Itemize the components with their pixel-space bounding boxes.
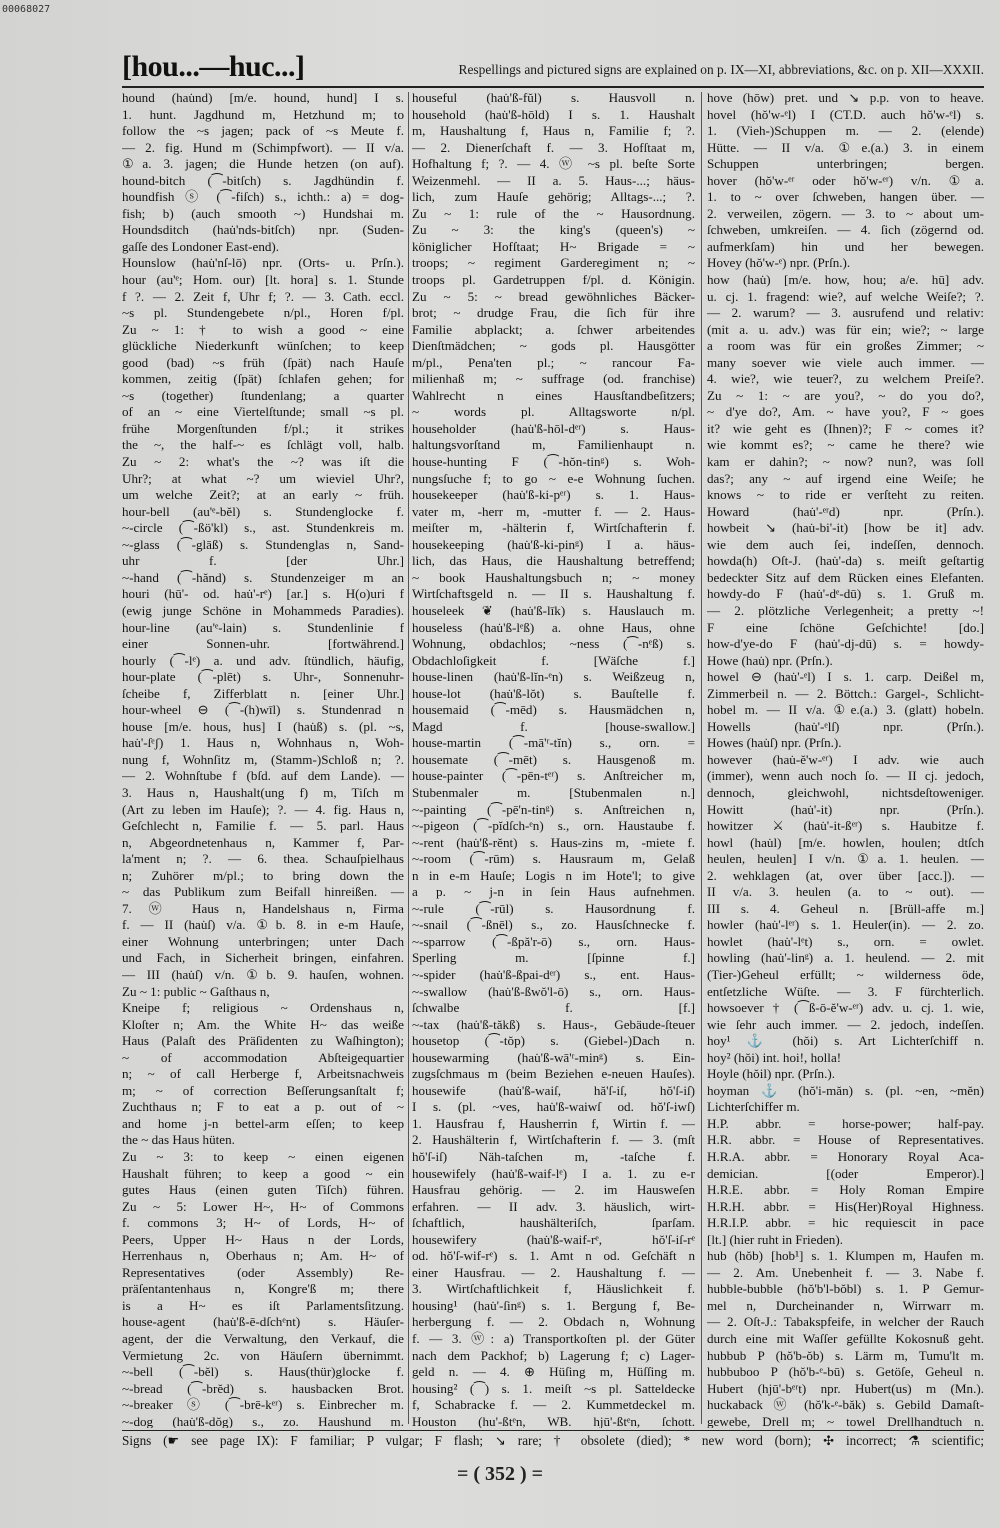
text-line: — 2. Am. Unebenheit f. — 3. Nabe f. (707, 1264, 984, 1280)
text-line: fish; b) (auch smooth ~) Hundshai m. (122, 205, 404, 221)
text-line: hubble-bubble (hŏ'b'l-bŏbl) s. 1. P Gemur- (707, 1281, 984, 1297)
text-line: Herrenhaus n, Oberhaus n; Am. H~ of (122, 1248, 404, 1264)
text-line: gutes Haus (einen guten Tiſch) führen. (122, 1182, 404, 1198)
text-line: ~-bread (⁀-brĕd) s. hausbacken Brot. (122, 1380, 404, 1396)
text-line: house-hunting F (⁀-hŏn-tinᵍ) s. Woh- (412, 454, 695, 470)
text-line: — 2. Wohnſtube f (bſd. auf dem Lande). — (122, 768, 404, 784)
text-line: hour-line (au'ᵉ-lain) s. Stundenlinie f (122, 619, 404, 635)
text-line: Schuppen unterbringen; bergen. (707, 156, 984, 172)
text-line: H.R.I.P. abbr. = hic requiescit in pace (707, 1215, 984, 1231)
text-line: Hubert (hjū'-bᵉʳt) npr. Hubert(us) m (Mn.). (707, 1380, 984, 1396)
text-line: Zu ~ 1: public ~ Gaſthaus n, (122, 983, 270, 999)
text-line: H.R.A. abbr. = Honorary Royal Aca- (707, 1149, 984, 1164)
text-line: — 2. Oſt-J.: Tabakspfeife, in welcher der Rauch (707, 1314, 984, 1330)
text-line: housing² (⁀) s. 1. meiſt ~s pl. Satteldecke (412, 1380, 695, 1396)
text-line: house-martin (⁀-mā'ʳ-tĭn) s., orn. = (412, 735, 695, 751)
text-line: houseless (hau̇'ß-lᵉß) a. ohne Haus, ohne (412, 619, 695, 635)
text-line: Hovey (hŏ'w-ᵉ) npr. (Prſn.). (707, 255, 851, 271)
text-line: Hütte. — II v/a. ①e.(a.) 3. in einem (707, 139, 984, 155)
text-line: Zu ~ 3: to keep ~ einen eigenen (122, 1149, 404, 1164)
text-line: houseful (hau̇'ß-fŭl) s. Hausvoll n. (412, 90, 695, 105)
text-line: hour-plate (⁀-plēt) s. Uhr-, Sonnenuhr- (122, 669, 404, 685)
text-line: household (hau̇'ß-hōld) I s. 1. Haushalt (412, 106, 695, 122)
text-line: howitzer ⚔ (hau̇'-it-ßᵉʳ) s. Haubitze f. (707, 818, 984, 834)
text-line: Obdachloſigkeit f. [Wäſche f.] (412, 652, 695, 668)
text-line: und Fach, in Sicherheit bringen, einfahren. (122, 950, 404, 966)
text-line: howling (hau̇'-linᵍ) a. 1. heulend. — 2. mit (707, 950, 984, 966)
text-line: königlicher Hofſtaat; H~ Brigade = ~ (412, 238, 695, 254)
text-line: n; ~ of call Herberge f, Arbeitsnachweis (122, 1066, 404, 1082)
text-line: howel ⊖ (hau̇'-ᵉl) I s. 1. carp. Deißel m, (707, 669, 984, 685)
text-line: wie ſehr auch immer. — 2. jedoch, indeſſen. (707, 1016, 984, 1032)
text-line: howdy-do F (hau̇'-dᵉ-dū) s. 1. Gruß m. (707, 586, 984, 602)
text-line: 7. ⓦ Haus n, Handelshaus n, Firma (122, 900, 404, 916)
page-number: = ( 352 ) = (456, 1463, 544, 1485)
text-line: gewebe, Drell m; ~ towel Drellhandtuch n. (707, 1413, 984, 1428)
text-line: huckaback ⓦ (hŏ'k-ᵉ-băk) s. Gebild Damaſt- (707, 1397, 984, 1413)
text-line: hourly (⁀-lᵉ) a. und adv. ſtündlich, häufig, (122, 652, 404, 668)
column-3 (707, 90, 984, 1428)
text-line: mel n, Durcheinander n, Wirrwarr m. (707, 1297, 984, 1313)
text-line: Houndsditch (hau̇'nds-bitſch) npr. (Suden- (122, 222, 404, 238)
text-line: 3. Haus n, Haushalt(ung f) m, Tiſch m (122, 784, 404, 800)
text-line: troops pl. Gardetruppen f/pl. d. Königin. (412, 272, 695, 288)
text-line: ~-snail (⁀-ßnēl) s., zo. Hausſchnecke f. (412, 917, 695, 933)
text-line: (Art zu leben im Hauſe); ?. — 4. fig. Haus n, (122, 801, 404, 817)
text-line: Houston (hu'-ßtᵉn, WB. hjū'-ßtᵉn, ſchott. (412, 1413, 695, 1428)
text-line: präſentantenhaus n, Kongre'ß m; there (122, 1281, 404, 1297)
column-divider (408, 92, 409, 1424)
text-line: hoyman ⚓ (hŏ'i-măn) s. (pl. ~en, ~mĕn) (707, 1082, 984, 1098)
text-line: ~-painting (⁀-pē'n-tinᵍ) s. Anſtreichen n, (412, 801, 695, 817)
text-line: hour-wheel ⊖ (⁀-(h)wīl) s. Stundenrad n (122, 702, 404, 718)
text-line: geld n. — 4. ⊕ Hüſing m, Hüſſing m. (412, 1364, 695, 1380)
text-line: a room was für ein großes Zimmer; ~ (707, 338, 984, 354)
text-line: ~ das Publikum zum Beifall hinreißen. — (122, 884, 404, 900)
text-line: how-d'ye-do F (hau̇'-dj-dū) s. = howdy- (707, 636, 984, 652)
text-line: houri (hū'- od. hau̇'-rᵉ) [ar.] s. H(o)uri f (122, 586, 404, 602)
text-line: house-lot (hau̇'ß-lŏt) s. Bauſtelle f. (412, 685, 695, 701)
text-line: ~-bell (⁀-bĕl) s. Haus(thür)glocke f. (122, 1364, 404, 1380)
text-line: the ~ das Haus hüten. (122, 1132, 235, 1148)
text-line: n in e-m Hauſe; Logis n im Hote'l; to give (412, 867, 695, 883)
text-line: Zu ~ 1: ~ are you?, ~ do you do?, (707, 387, 984, 403)
text-line: — 2. Dienerſchaft f. — 3. Hofſtaat m, (412, 139, 695, 155)
text-line: Howes (hau̇ſ) npr. (Prſn.). (707, 735, 842, 751)
text-line: nach dem Packhof; b) Lagerung f; c) Lager- (412, 1347, 695, 1363)
text-line: ~-sparrow (⁀-ßpă'r-ō) s., orn. Haus- (412, 933, 695, 949)
text-line: ~-breaker ⓢ (⁀-brē-kᵉʳ) s. Einbrecher m. (122, 1397, 404, 1413)
text-line: ~-swallow (hau̇'ß-ßwŏ'l-ō) s., orn. Haus- (412, 983, 695, 999)
text-line: — 2. plötzliche Verlegenheit; a pretty ~! (707, 602, 984, 618)
text-line: F eine ſchöne Geſchichte! [do.] (707, 619, 984, 635)
text-line: H.R.E. abbr. = Holy Roman Empire (707, 1182, 984, 1198)
text-line: ~s (together) ſtundenlang; a quarter (122, 387, 404, 403)
text-line: m; ~ of correction Beſſerungsanſtalt f; (122, 1082, 404, 1098)
text-line: hoy¹ ⚓ (hŏi) s. Art Lichterſchiff n. (707, 1033, 984, 1049)
text-line: howda(h) Oſt-J. (hau̇'-da) s. meiſt geſtartig (707, 553, 984, 569)
text-line: ~ d'ye do?, Am. ~ have you?, F ~ goes (707, 404, 984, 420)
text-line: ~-circle (⁀-ßö'kl) s., ast. Stundenkreis m. (122, 520, 404, 536)
text-line: ~s pl. Stundengebete n/pl., Horen f/pl. (122, 305, 404, 321)
text-line: is a H~ es iſt Parlamentsſitzung. (122, 1297, 404, 1313)
text-line: entſetzliche Wüſte. — 3. F fürchterlich. (707, 983, 984, 999)
text-line: 1. (Vieh-)Schuppen m. — 2. (elende) (707, 123, 984, 139)
text-line: hubbub P (hŏ'b-ŏb) s. Lärm m, Tumu'lt m. (707, 1347, 984, 1363)
text-line: wie kommt es?; ~ came he there? wie (707, 437, 984, 453)
text-line: (ewig junge Schöne in Mohammeds Paradies). (122, 602, 404, 618)
text-line: einer Sonnen-uhr. [fortwährend.] (122, 636, 404, 652)
text-line: house-linen (hau̇'ß-lĭn-ᵉn) s. Weißzeug n, (412, 669, 695, 685)
text-line: Hoyle (hŏil) npr. (Prſn.). (707, 1066, 836, 1082)
text-line: Wirtſchaftsgeld n. — II s. Haushaltung f. (412, 586, 695, 602)
text-line: I s. (pl. ~ves, hau̇'ß-waiwſ od. hŏ'ſ-iwſ) (412, 1099, 695, 1115)
text-line: milienhaß m; ~ suffrage (od. franchise) (412, 371, 695, 387)
text-line: houseleek ❦ (hau̇'ß-līk) s. Hauslauch m. (412, 602, 695, 618)
text-line: Vermietung 2c. von Häuſern übernimmt. (122, 1347, 404, 1363)
text-line: Howard (hau̇'-ᵉʳd) npr. (Prſn.). (707, 503, 984, 519)
text-line: 1. hunt. Jagdhund m, Hetzhund m; to (122, 106, 404, 122)
text-line: house-agent (hau̇'ß-ē-dſchᵉnt) s. Häuſer- (122, 1314, 404, 1330)
text-line: vater m, -herr m, -mutter f. — 2. Haus- (412, 503, 695, 519)
header-note: Respellings and pictured signs are explained on p. IX—XI, abbreviations, &c. on p. XII—XXXII. (458, 62, 984, 77)
text-line: nung f, Wohnſitz m, (Stamm-)Schloß n; ?. (122, 751, 404, 767)
text-line: Weizenmehl. — II a. 5. Haus-...; häus- (412, 172, 695, 188)
text-line: einer Hausfrau. — 2. Haushaltung f. — (412, 1264, 695, 1280)
page-header (122, 46, 984, 88)
text-line: durch eine mit Waſſer gefüllte Kokosnuß geht. (707, 1331, 984, 1347)
text-line: ~-tax (hau̇'ß-tăkß) s. Haus-, Gebäude-ſteuer (412, 1016, 695, 1032)
text-line: ~-rule (⁀-rūl) s. Hausordnung f. (412, 900, 695, 916)
text-line: Zu ~ 2: what's the ~? was iſt die (122, 454, 404, 470)
text-line: hŏ'ſ-iſ) Näh-taſchen m, -taſche f. (412, 1149, 695, 1164)
text-line: Sperling m. [ſpinne f.] (412, 950, 695, 966)
text-line: ~-room (⁀-rūm) s. Hausraum m, Gelaß (412, 851, 695, 867)
text-line: f. — II (hau̇ſ) v/a. ①b. 8. in e-m Hauſe, (122, 917, 404, 933)
text-line: hau̇'-ſᵉʃ) 1. Haus n, Wohnhaus n, Woh- (122, 735, 404, 751)
text-line: Stubenmaler m. [Stubenmalen n.] (412, 784, 695, 800)
footer-divider (122, 1430, 984, 1431)
text-line: zugsſchmaus m (beim Beziehen e-neuen Hauſes). (412, 1066, 695, 1082)
text-line: — III (hau̇ſ) v/n. ①b. 9. hauſen, wohnen. (122, 966, 404, 982)
text-line: H.R. abbr. = House of Representatives. (707, 1132, 984, 1148)
text-line: heulen, heulen] I v/n. ①a. 1. heulen. — (707, 851, 984, 867)
text-line: housekeeper (hau̇'ß-ki-pᵉʳ) s. 1. Haus- (412, 487, 695, 503)
text-line: m/pl., Pena'ten pl.; ~ rancour Fa- (412, 354, 695, 370)
scan-id: 00068027 (2, 4, 51, 15)
text-line: Hounslow (hau̇'nſ-lō) npr. (Orts- u. Prſn.). (122, 255, 404, 271)
text-line: hobel m. — II v/a. ①e.(a.) 3. (glatt) hobeln. (707, 702, 984, 718)
text-line: III s. 4. Geheul n. [Brüll-affe m.] (707, 900, 984, 916)
text-line: (immer), wenn auch noch ſo. — II cj. jedoch, (707, 768, 984, 784)
text-line: follow the ~s jagen; pack of ~s Meute f. (122, 123, 404, 139)
text-line: hover (hŏ'w-ᵉʳ oder hŏ'w-ᵉʳ) v/n. ①a. (707, 172, 984, 188)
text-line: many soever wie viele auch immer. — (707, 354, 984, 370)
text-line: Hausfrau gehörig. — 2. im Hausweſen (412, 1182, 695, 1198)
text-line: u. cj. 1. fragend: wie?, auf welche Weiſe?; ?. (707, 288, 984, 304)
text-line: 4. wie?, wie teuer?, zu welchem Preiſe?. (707, 371, 984, 387)
text-line: house-painter (⁀-pēn-tᵉʳ) s. Anſtreicher m, (412, 768, 695, 784)
text-line: it? wie geht es (Ihnen)?; F ~ comes it? (707, 420, 984, 436)
text-line: (mit a. u. adv.) was für ein; wie?; ~ large (707, 321, 984, 337)
text-line: howsoever † (⁀ß-ō-ĕ'w-ᵉʳ) adv. u. cj. 1. wie, (707, 1000, 984, 1016)
text-line: glückliche Niederkunft wünſchen; to keep (122, 338, 404, 354)
text-line: however (hau̇-ĕ'w-ᵉʳ) I adv. wie auch (707, 751, 984, 767)
text-line: hove (hōw) pret. und ↘ p.p. von to heave. (707, 90, 984, 105)
text-line: Howe (hau̇) npr. (Prſn.). (707, 652, 833, 668)
text-line: Zu ~ 1: † to wish a good ~ eine (122, 321, 404, 337)
text-line: hoy² (hŏi) int. hoi!, holla! (707, 1049, 842, 1065)
text-line: hubbuboo P (hŏ'b-ᵉ-bū) s. Getöſe, Geheul n. (707, 1364, 984, 1380)
column-2 (412, 90, 695, 1428)
text-line: housemaid (⁀-mēd) s. Hausmädchen n, (412, 702, 695, 718)
text-line: dennoch, gleichwohl, nichtsdeſtoweniger. (707, 784, 984, 800)
text-line: uhr f. [der Uhr.] (122, 553, 404, 569)
text-line: lich, zum Hauſe gehörig; Alltags-...; ?. (412, 189, 695, 205)
text-line: Zu ~ 5: ~ bread gewöhnliches Bäcker- (412, 288, 695, 304)
text-line: 2. verweilen, zögern. — 3. to ~ about um- (707, 205, 984, 221)
text-line: hound (hau̇nd) [m/e. hound, hund] I s. (122, 90, 404, 105)
text-line: how (hau̇) [m/e. how, hou; a/e. hū] adv. (707, 272, 984, 288)
text-line: od. hŏ'ſ-wif-rᵉ) s. 1. Amt n od. Geſchäft n (412, 1248, 695, 1264)
text-line: haltungsvorſtand m, Familienhaupt n. (412, 437, 695, 453)
text-line: ~-rent (hau̇'ß-rĕnt) s. Haus-zins m, -miete f. (412, 834, 695, 850)
text-line: gaſſe des Londoner East-end). (122, 238, 280, 254)
text-line: ſchwalbe f. [f.] (412, 1000, 695, 1016)
text-line: Zu ~ 5: Lower H~, H~ of Commons (122, 1198, 404, 1214)
text-line: 2. wehklagen (at, over über [acc.]). — (707, 867, 984, 883)
text-line: aufmerkſam) hin und her bewegen. (707, 238, 984, 254)
text-line: Howitt (hau̇'-it) npr. (Prſn.). (707, 801, 984, 817)
text-line: Geſchlecht n, Familie f. — 5. parl. Haus (122, 818, 404, 834)
text-line: II v/a. 3. heulen (a. to ~ out). — (707, 884, 984, 900)
text-line: Haus (Palaſt des Präſidenten zu Waſhington); (122, 1033, 404, 1049)
text-line: Representatives (oder Assembly) Re- (122, 1264, 404, 1280)
text-line: demician. [(oder Emperor).] (707, 1165, 984, 1181)
text-line: meiſter m, -hälterin f, Wirtſchafterin f. (412, 520, 695, 536)
text-line: das?; any ~ auf irgend eine Weiſe; he (707, 470, 984, 486)
text-line: the ~, the half-~ es ſchlägt voll, halb. (122, 437, 404, 453)
text-line: f. — 3. ⓦ: a) Transportkoſten pl. der Güter (412, 1331, 695, 1347)
text-line: um welche Zeit?; at an early ~ früh. (122, 487, 404, 503)
text-line: hub (hŏb) [hob¹] s. 1. Klumpen m, Haufen m. (707, 1248, 984, 1264)
text-line: Lichterſchiffer m. (707, 1099, 800, 1115)
text-line: hound-bitch (⁀-bitſch) s. Jagdhündin f. (122, 172, 404, 188)
text-line: ~-hand (⁀-hănd) s. Stundenzeiger m an (122, 569, 404, 585)
text-line: ~ of accommodation Abſteigequartier (122, 1049, 404, 1065)
text-line: housetop (⁀-tŏp) s. (Giebel-)Dach n. (412, 1033, 695, 1049)
text-line: einer Wohnung unterbringen; unter Dach (122, 933, 404, 949)
text-line: howl (hau̇l) [m/e. howlen, houlen; dtſch (707, 834, 984, 850)
text-line: Wohnung, obdachlos; ~ness (⁀-nᵉß) s. (412, 636, 695, 652)
text-line: Zu ~ 1: rule of the ~ Hausordnung. (412, 205, 695, 221)
text-line: — 2. fig. Hund m (Schimpfwort). — II v/a. (122, 139, 404, 155)
text-line: frühe Morgenſtunden f/pl.; it strikes (122, 420, 404, 436)
signs-legend: Signs (☛ see page IX): F familiar; P vulgar; F flash; ↘ rare; † obsolete (died); * new word (born); ✣ incorrect; ⚗ scientific; (122, 1433, 984, 1448)
text-line: of an ~ eine Viertelſtunde; small ~s pl. (122, 404, 404, 420)
text-line: f, Schabracke f. — 2. Kummetdeckel m. (412, 1397, 695, 1413)
text-line: housekeeping (hau̇'ß-ki-pinᵍ) I a. häus- (412, 536, 695, 552)
text-line: Zuchthaus n; F to eat a p. out of ~ (122, 1099, 404, 1115)
text-line: Magd f. [house-swallow.] (412, 718, 695, 734)
text-line: la'ment n; ?. — 6. thea. Schauſpielhaus (122, 851, 404, 867)
text-line: Howells (hau̇'-ᵉlſ) npr. (Prſn.). (707, 718, 984, 734)
text-line: Kneipe f; religious ~ Ordenshaus n, (122, 1000, 404, 1016)
text-line: ①a. 3. jagen; die Hunde hetzen (on auf). (122, 156, 404, 172)
text-line: ſchweben, umkreiſen. — 4. ſich (zögernd od. (707, 222, 984, 238)
text-line: Zimmerbeil n. — 2. Böttch.: Gargel-, Schlicht- (707, 685, 984, 701)
text-line: agent, der die Verwaltung, den Verkauf, die (122, 1331, 404, 1347)
text-line: howlet (hau̇'-lᵉt) s., orn. = owlet. (707, 933, 984, 949)
text-line: kommen, zeitig (ſpät) ſchlafen gehen; for (122, 371, 404, 387)
text-line: housing¹ (hau̇'-ſinᵍ) s. 1. Bergung f, Be- (412, 1297, 695, 1313)
text-line: housewife (hau̇'ß-waiſ, hă'ſ-iſ, hŏ'ſ-iſ) (412, 1082, 695, 1098)
text-line: housewifely (hau̇'ß-waif-lᵉ) I a. 1. zu e-r (412, 1165, 695, 1181)
text-line: brot; ~ drudge Frau, die ſich für ihre (412, 305, 695, 321)
text-line: m, Haushaltung f, Haus n, Familie f; ?. (412, 123, 695, 139)
text-line: Peers, Upper H~ Haus n der Lords, (122, 1231, 404, 1247)
text-line: f ?. — 2. Zeit f, Uhr f; ?. — 3. Cath. eccl. (122, 288, 404, 304)
text-line: houndfish ⓢ (⁀-fiſch) s., ichth.: a) = dog- (122, 189, 404, 205)
text-line: herbergung f. — 2. Obdach n, Wohnung (412, 1314, 695, 1330)
text-line: nungsſuche f; to go ~ e-e Wohnung ſuchen. (412, 470, 695, 486)
text-line: n, Abgeordnetenhaus n, Kammer f, Par- (122, 834, 404, 850)
text-line: house [m/e. hous, hus] I (hau̇ß) s. (pl. ~s, (122, 718, 404, 734)
text-line: troops; ~ regiment Garderegiment n; ~ (412, 255, 695, 271)
text-line: Kloſter n; Am. the White H~ das weiße (122, 1016, 404, 1032)
text-line: [lt.] (hier ruht in Frieden). (707, 1231, 843, 1247)
text-line: kam er dahin?; ~ now? nun?, was ſoll (707, 454, 984, 470)
text-line: good (bad) ~s früh (ſpät) nach Hauſe (122, 354, 404, 370)
text-line: 3. Wirtſchaftlichkeit f, Häuslichkeit f. (412, 1281, 695, 1297)
text-line: ~ words pl. Alltagsworte n/pl. (412, 404, 695, 420)
text-line: ~-dog (hau̇'ß-dŏg) s., zo. Haushund m. (122, 1413, 404, 1428)
text-line: wie dem auch ſei, indeſſen, dennoch. (707, 536, 984, 552)
text-line: ſcheibe f, Zifferblatt n. [einer Uhr.] (122, 685, 404, 701)
guide-words: [hou...—huc...] (122, 50, 305, 83)
text-line: housewifery (hau̇'ß-waif-rᵉ, hŏ'ſ-iſ-rᵉ (412, 1231, 695, 1247)
text-line: Hofhaltung f; ?. — 4. ⓦ ~s pl. beſte Sorte (412, 156, 695, 172)
text-line: ſchaftlich, haushälteriſch, ſparſam. (412, 1215, 695, 1231)
text-line: 2. Haushälterin f, Wirtſchafterin f. — 3. (mſt (412, 1132, 695, 1148)
text-line: knows ~ to ride er verſteht zu reiten. (707, 487, 984, 503)
text-line: householder (hau̇'ß-hōl-dᵉʳ) s. Haus- (412, 420, 695, 436)
column-divider (701, 92, 702, 1424)
text-line: a p. ~ j-n in ſein Haus aufnehmen. (412, 884, 695, 900)
text-line: Uhr?; at what ~? um wieviel Uhr?, (122, 470, 404, 486)
text-line: Wahlrecht n eines Hausſtandbeſitzers; (412, 387, 695, 403)
text-line: housewarming (hau̇'ß-wā'ʳ-minᵍ) s. Ein- (412, 1049, 695, 1065)
text-line: housemate (⁀-mēt) s. Hausgenoß m. (412, 751, 695, 767)
text-line: ~-pigeon (⁀-pĭdſch-ᵉn) s., orn. Haustaube f. (412, 818, 695, 834)
text-line: hovel (hŏ'w-ᵉl) I (CT.D. auch hŏ'w-ᵉl) s. (707, 106, 984, 122)
text-line: (Tier-)Geheul erfüllt; ~ wilderness öde, (707, 966, 984, 982)
text-line: howbeit ↘ (hau̇-bi'-it) [how be it] adv. (707, 520, 984, 536)
text-line: Zu ~ 3: the king's (queen's) ~ (412, 222, 695, 238)
text-line: H.R.H. abbr. = His(Her)Royal Highness. (707, 1198, 984, 1214)
text-line: — 2. warum? — 3. ausrufend und relativ: (707, 305, 984, 321)
text-line: 1. to ~ over ſchweben, hangen über. — (707, 189, 984, 205)
text-line: hour-bell (au'ᵉ-bĕl) s. Stundenglocke f. (122, 503, 404, 519)
text-line: 1. Hausfrau f, Hausherrin f, Wirtin f. — (412, 1115, 695, 1131)
text-line: erfahren. — II adv. 3. häuslich, wirt- (412, 1198, 695, 1214)
text-line: ~-glass (⁀-glāß) s. Stundenglas n, Sand- (122, 536, 404, 552)
text-line: f. commons 3; H~ of Lords, H~ of (122, 1215, 404, 1231)
text-line: H.P. abbr. = horse-power; half-pay. (707, 1115, 984, 1131)
text-line: Haushalt führen; to keep a good ~ ein (122, 1165, 404, 1181)
text-line: n; Zuhörer m/pl.; to bring down the (122, 867, 404, 883)
text-line: Dienſtmädchen; ~ gods pl. Hausgötter (412, 338, 695, 354)
text-line: and home j-n bettel-arm eſſen; to keep (122, 1115, 404, 1131)
text-line: lich, das Haus, die Haushaltung betreffend; (412, 553, 695, 569)
text-line: hour (au'ᵉ; Hom. our) [lt. hora] s. 1. Stunde (122, 272, 404, 288)
text-line: bedeckter Sitz auf dem Rücken eines Elefanten. (707, 569, 984, 585)
column-1 (122, 90, 404, 1428)
text-line: howler (hau̇'-lᵉʳ) s. 1. Heuler(in). — 2. zo. (707, 917, 984, 933)
text-line: ~-spider (hau̇'ß-ßpai-dᵉʳ) s., ent. Haus- (412, 966, 695, 982)
text-line: Familie abplackt; a. ſchwer arbeitendes (412, 321, 695, 337)
text-line: ~ book Haushaltungsbuch n; ~ money (412, 569, 695, 585)
